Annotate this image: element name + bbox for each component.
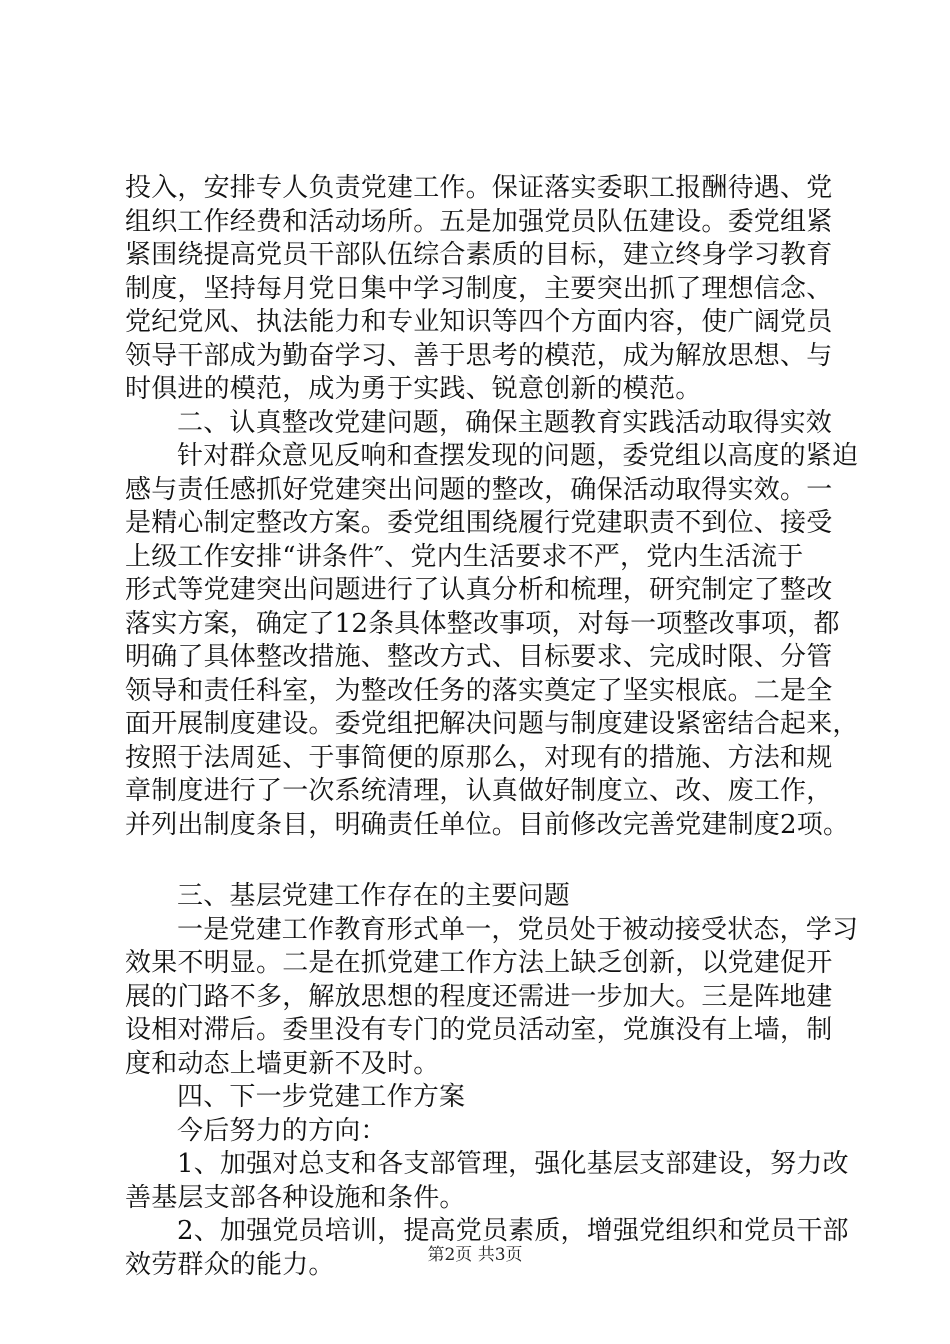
list-item: 1、加强对总支和各支部管理，强化基层支部建设，努力改 [177,1149,849,1179]
text-line: 针对群众意见反响和查摆发现的问题，委党组以高度的紧迫 [177,441,859,471]
section-heading: 三、基层党建工作存在的主要问题 [177,881,571,911]
text-line: 形式等党建突出问题进行了认真分析和梳理，研究制定了整改 [125,575,833,605]
text-line: 效果不明显。二是在抓党建工作方法上缺乏创新，以党建促开 [125,948,833,978]
text-line: 制度，坚持每月党日集中学习制度，主要突出抓了理想信念、 [125,273,833,304]
text-line: 明确了具体整改措施、整改方式、目标要求、完成时限、分管 [125,642,833,672]
text-line: 面开展制度建设。委党组把解决问题与制度建设紧密结合起来， [125,709,859,739]
text-line: 善基层支部各种设施和条件。 [125,1182,466,1213]
text-line: 并列出制度条目，明确责任单位。目前修改完善党建制度2项。 [125,809,850,840]
text-line: 上级工作安排“讲条件″、党内生活要求不严，党内生活流于 [125,541,804,572]
text-line: 投入，安排专人负责党建工作。保证落实委职工报酬待遇、党 [125,173,833,203]
text-line: 今后努力的方向： [177,1115,387,1146]
page-number-footer: 第2页 共3页 [427,1245,523,1265]
text-line: 组织工作经费和活动场所。五是加强党员队伍建设。委党组紧 [125,206,833,237]
text-line: 是精心制定整改方案。委党组围绕履行党建职责不到位、接受 [125,508,833,538]
text-line: 感与责任感抓好党建突出问题的整改，确保活动取得实效。一 [125,474,833,505]
text-line: 一是党建工作教育形式单一，党员处于被动接受状态，学习 [177,914,859,945]
text-line: 按照于法周延、于事简便的原那么，对现有的措施、方法和规 [125,742,833,773]
text-line: 章制度进行了一次系统清理，认真做好制度立、改、废工作， [125,776,833,806]
text-line: 度和动态上墙更新不及时。 [125,1048,440,1079]
section-heading: 二、认真整改党建问题，确保主题教育实践活动取得实效 [177,407,833,438]
text-line: 领导和责任科室，为整改任务的落实奠定了坚实根底。二是全 [125,675,833,706]
text-line: 展的门路不多，解放思想的程度还需进一步加大。三是阵地建 [125,981,833,1012]
paragraph-gap [125,842,850,880]
section-heading: 四、下一步党建工作方案 [177,1082,466,1112]
list-item: 2、加强党员培训，提高党员素质，增强党组织和党员干部 [177,1216,849,1246]
text-line: 时俱进的模范，成为勇于实践、锐意创新的模范。 [125,374,702,404]
text-line: 效劳群众的能力。 [125,1249,335,1280]
text-line: 领导干部成为勤奋学习、善于思考的模范，成为解放思想、与 [125,340,833,371]
text-line: 设相对滞后。委里没有专门的党员活动室，党旗没有上墙，制 [125,1015,833,1045]
document-body [125,172,859,1282]
text-line: 党纪党风、执法能力和专业知识等四个方面内容，使广阔党员 [125,307,833,337]
text-line: 紧围绕提高党员干部队伍综合素质的目标，建立终身学习教育 [125,240,833,270]
text-line: 落实方案，确定了12条具体整改事项，对每一项整改事项，都 [125,608,840,639]
